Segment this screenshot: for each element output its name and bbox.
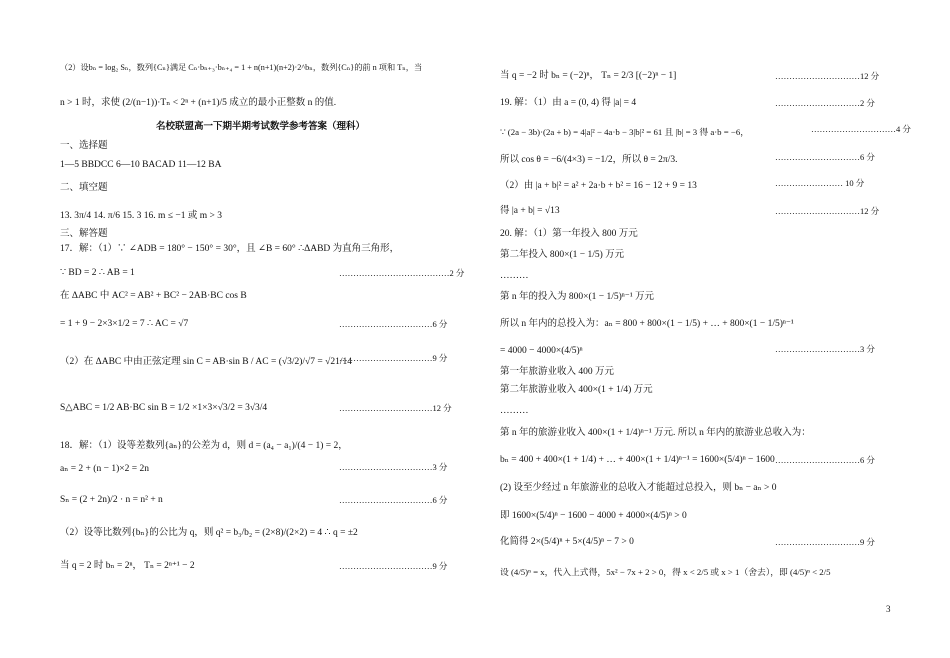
solution-line: aₙ = 2 + (n − 1)×2 = 2n	[60, 464, 149, 474]
solution-line: 在 ΔABC 中 AC² = AB² + BC² − 2AB·BC cos B	[60, 291, 247, 301]
solution-line: S△ABC = 1/2 AB·BC sin B = 1/2 ×1×3×√3/2 = 3√3/4	[60, 403, 268, 413]
page-number: 3	[886, 604, 891, 614]
solution-line: bₙ = 400 + 400×(1 + 1/4) + … + 400×(1 + 1/4)ⁿ⁻¹ = 1600×(5/4)ⁿ − 1600	[500, 455, 775, 465]
score-marker: …………………………12 分	[775, 206, 880, 216]
score-marker: …………………………4 分	[811, 124, 911, 134]
solution-line: （2）在 ΔABC 中由正弦定理 sin C = AB·sin B / AC = (√3/2)/√7 = √21/14	[60, 357, 352, 367]
score-marker: …………………………2 分	[775, 98, 875, 108]
solution-line: 当 q = −2 时 bₙ = (−2)ⁿ， Tₙ = 2/3 [(−2)ⁿ − 1]	[500, 71, 677, 81]
score-marker: …………………… 10 分	[775, 178, 865, 188]
fill-blank-answers: 13. 3π/4 14. π/6 15. 3 16. m ≤ −1 或 m > 3	[60, 211, 222, 221]
score-marker: …………………………………2 分	[339, 268, 465, 278]
solution-line: 18．解：（1）设等差数列{aₙ}的公差为 d，则 d = (a₄ − a₁)/(4 − 1) = 2，	[60, 441, 348, 451]
solution-line: 第二年旅游业收入 400×(1 + 1/4) 万元	[500, 385, 653, 395]
solution-line: 第一年旅游业收入 400 万元	[500, 367, 615, 377]
solution-line: 设 (4/5)ⁿ = x，代入上式得，5x² − 7x + 2 > 0，得 x < 2/5 或 x > 1（舍去），即 (4/5)ⁿ < 2/5	[500, 567, 831, 577]
score-marker: ……………………………12 分	[339, 403, 452, 413]
solution-line: Sₙ = (2 + 2n)/2 · n = n² + n	[60, 495, 163, 505]
solution-line: 17．解：（1）∵ ∠ADB = 180° − 150° = 30°，且 ∠B = 60° ∴ΔABD 为直角三角形，	[60, 244, 400, 254]
solution-line: 当 q = 2 时 bₙ = 2ⁿ， Tₙ = 2ⁿ⁺¹ − 2	[60, 561, 195, 571]
solution-line: 第二年投入 800×(1 − 1/5) 万元	[500, 250, 625, 260]
solution-line: = 4000 − 4000×(4/5)ⁿ	[500, 346, 583, 356]
score-marker: …………………………3 分	[775, 344, 875, 354]
solution-line: ∵ BD = 2 ∴ AB = 1	[60, 268, 135, 278]
score-marker: …………………………9 分	[775, 537, 875, 547]
score-marker: ……………………………3 分	[339, 462, 448, 472]
solution-line: 化简得 2×(5/4)ⁿ + 5×(4/5)ⁿ − 7 > 0	[500, 537, 634, 547]
solution-line: 得 |a + b| = √13	[500, 206, 560, 216]
answer-key-title: 名校联盟高一下期半期考试数学参考答案（理科）	[156, 122, 366, 132]
solution-line: 即 1600×(5/4)ⁿ − 1600 − 4000 + 4000×(4/5)ⁿ > 0	[500, 511, 687, 521]
section-heading: 二、填空题	[60, 183, 108, 193]
solution-line: 所以 n 年内的总投入为：aₙ = 800 + 800×(1 − 1/5) + … + 800×(1 − 1/5)ⁿ⁻¹	[500, 319, 794, 329]
section-heading: 一、选择题	[60, 141, 108, 151]
solution-line: 第 n 年的投入为 800×(1 − 1/5)ⁿ⁻¹ 万元	[500, 292, 655, 302]
question-line: n > 1 时，求使 (2/(n−1))·Tₙ < 2ⁿ + (n+1)/5 成立的最小正整数 n 的值.	[60, 98, 337, 108]
solution-line: 所以 cos θ = −6/(4×3) = −1/2，所以 θ = 2π/3.	[500, 155, 678, 165]
right-column	[475, 0, 950, 658]
solution-line: （2）由 |a + b|² = a² + 2a·b + b² = 16 − 12 + 9 = 13	[500, 181, 697, 191]
score-marker: ……………………………6 分	[339, 319, 448, 329]
score-marker: …………………………6 分	[775, 152, 875, 162]
solution-line: 20. 解：（1）第一年投入 800 万元	[500, 229, 638, 239]
solution-line: （2）设等比数列{bₙ}的公比为 q，则 q² = b₃/b₂ = (2×8)/(2×2) = 4 ∴ q = ±2	[60, 528, 358, 538]
score-marker: ……………………………6 分	[339, 495, 448, 505]
score-marker: …………………………12 分	[775, 71, 880, 81]
solution-line: = 1 + 9 − 2×3×1/2 = 7 ∴ AC = √7	[60, 319, 189, 329]
solution-line: (2) 设至少经过 n 年旅游业的总收入才能超过总投入，则 bₙ − aₙ > 0	[500, 483, 777, 493]
solution-line: ………	[500, 406, 529, 416]
solution-line: ∵ (2a − 3b)·(2a + b) = 4|a|² − 4a·b − 3|b|² = 61 且 |b| = 3 得 a·b = −6，	[500, 127, 750, 137]
section-heading: 三、解答题	[60, 229, 108, 239]
solution-line: 第 n 年的旅游业收入 400×(1 + 1/4)ⁿ⁻¹ 万元. 所以 n 年内的旅游业总收入为：	[500, 428, 811, 438]
solution-line: 19. 解：（1）由 a = (0, 4) 得 |a| = 4	[500, 98, 637, 108]
score-marker: ……………………………9 分	[339, 353, 448, 363]
score-marker: ……………………………9 分	[339, 561, 448, 571]
solution-line: ………	[500, 271, 529, 281]
score-marker: …………………………6 分	[775, 455, 875, 465]
question-line: （2）设bₙ = log₂ Sₙ，数列{Cₙ}满足 Cₙ·bₙ₊₃·bₙ₊₄ = 1 + n(n+1)(n+2)·2^bₙ，数列{Cₙ}的前 n 项和 Tₙ，当	[60, 63, 423, 72]
multiple-choice-answers: 1—5 BBDCC 6—10 BACAD 11—12 BA	[60, 160, 222, 170]
